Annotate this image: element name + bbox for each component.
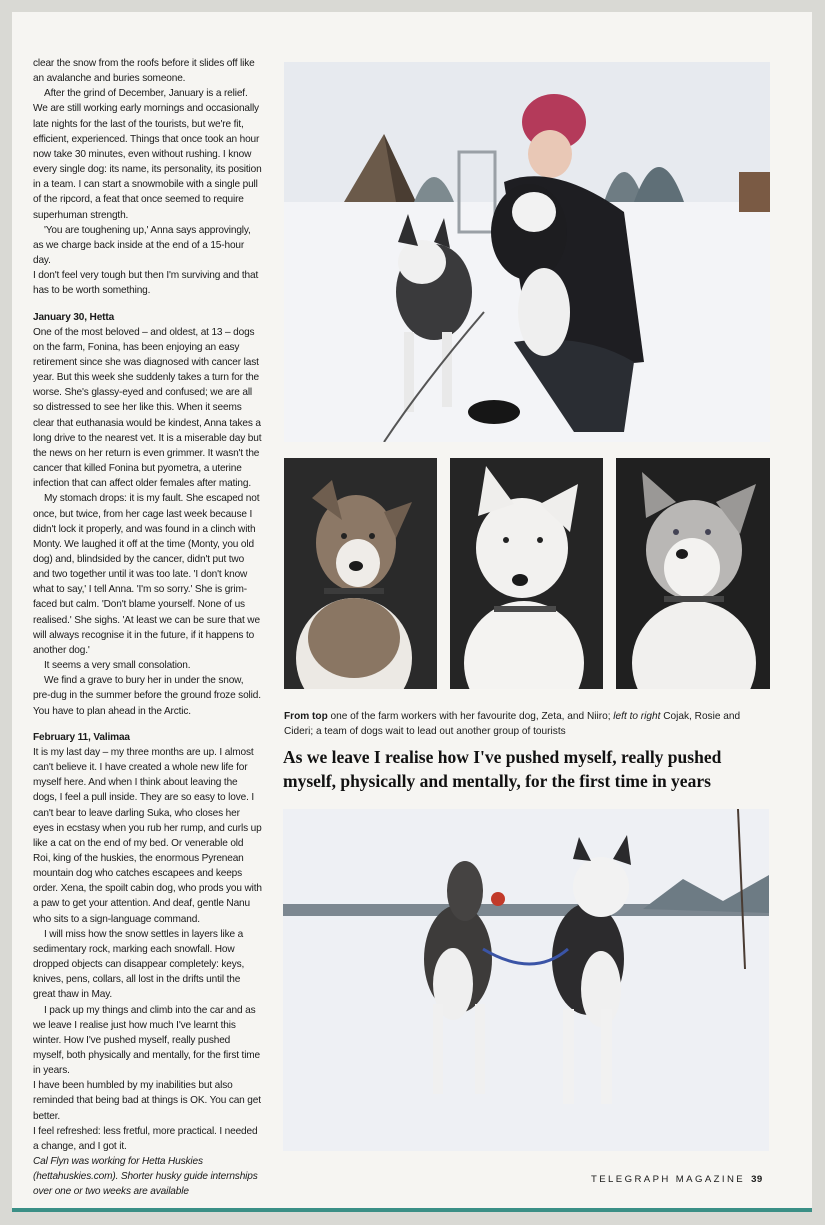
caption-text-1: one of the farm workers with her favourite dog, Zeta, and Niiro;: [327, 711, 614, 722]
body-paragraph: After the grind of December, January is a relief. We are still working early mornings and occasionally late nights for the last of the tourists, but we're fit, efficient, experienced. Things that once took an hour now take 30 minutes, even without rushing. I know every single dog: its name, its personality, its position in a team. I can start a snowmobile with a single pull of the ripcord, a feat that once seemed to require superhuman strength.: [33, 88, 262, 221]
body-paragraph: 'You are toughening up,' Anna says approvingly, as we charge back inside at the end of a 15-hour day.: [33, 224, 251, 267]
body-paragraph: One of the most beloved – and oldest, at 13 – dogs on the farm, Fonina, has been enjoying an easy retirement since she was diagnosed with cancer last year. But this week she suddenly takes a turn for the worse. She's glassy-eyed and confused; we are all so distressed to see her like this. When it seems clear that euthanasia would be kindest, Anna takes a long drive to the nearest vet. It is a miserable day but the news on her return is even grimmer. It wasn't the cancer that killed Fonina but pyometra, a uterine infection that can affect older females after mating.: [33, 326, 262, 490]
body-paragraph: It seems a very small consolation.: [44, 660, 191, 672]
publication-name: TELEGRAPH MAGAZINE: [591, 1174, 746, 1185]
photo-cideri-image: [616, 458, 770, 689]
body-paragraph: I have been humbled by my inabilities but also reminded that being bad at things is OK. You can get better.: [33, 1080, 261, 1122]
caption-text-2: Cojak, Rosie and Cideri; a team of dogs wait to lead out another group of tourists: [284, 711, 741, 737]
body-paragraph: I feel refreshed: less fretful, more practical. I needed a change, and I got it.: [33, 1125, 258, 1152]
body-paragraph: I pack up my things and climb into the car and as we leave I realise just how much I've learnt this winter. How I've pushed myself, really pushed myself, both physically and mentally, for the first time in years.: [33, 1004, 261, 1077]
article-body-column: [33, 56, 263, 1200]
photo-rosie: [450, 458, 603, 689]
photo-cideri: [616, 458, 770, 689]
photo-caption: [284, 709, 770, 739]
photo-dog-team-image: [283, 809, 769, 1151]
pull-quote: As we leave I realise how I've pushed myself, really pushed myself, physically and mentally, for the first time in years: [283, 747, 722, 791]
photo-cojak: [284, 458, 437, 689]
page-footer: [591, 1174, 763, 1185]
caption-italic: left to right: [613, 711, 661, 722]
magazine-page: [12, 12, 812, 1212]
photo-dog-team: [283, 809, 769, 1151]
caption-lead: From top: [284, 711, 328, 722]
body-paragraph: We find a grave to bury her in under the snow, pre-dug in the summer before the ground froze solid. You have to plan ahead in the Arctic.: [33, 675, 261, 717]
body-paragraph: My stomach drops: it is my fault. She escaped not once, but twice, from her cage last week because I didn't lock it properly, and was found in a clinch with Monty. We laughed it off at the time (Monty, you old dog) and, blindsided by the cancer, didn't put two and two together until it was too late. 'I don't know what to say,' I tell Anna. 'I'm so sorry.' She is grim-faced but calm. 'Don't blame yourself. None of us realised.' She sighs. 'At least we can be sure that we will always recognise it in the future, if it happens to another dog.': [33, 493, 260, 656]
section-heading: January 30, Hetta: [33, 311, 115, 323]
section-heading: February 11, Valimaa: [33, 731, 130, 743]
author-credit: Cal Flyn was working for Hetta Huskies (hettahuskies.com). Shorter husky guide internships over one or two weeks are available: [33, 1156, 258, 1198]
photo-cojak-image: [284, 458, 437, 689]
photo-worker-with-dogs: [284, 62, 770, 442]
body-paragraph: I will miss how the snow settles in layers like a sedimentary rock, marking each snowfall. How dropped objects can disappear completely: keys, knives, pens, collars, all lost in the drifts until the great thaw in May.: [33, 928, 245, 1001]
page-number: 39: [751, 1174, 763, 1185]
body-paragraph: It is my last day – my three months are up. I almost can't believe it. I have created a whole new life for myself here. And when I think about leaving the dogs, I feel a pull inside. They are so easy to love. I can't bear to leave darling Suka, who closes her eyes in ecstasy when you rub her rump, and curls up like a cat on the end of my bed. Or venerable old Roi, king of the huskies, the enormous Pyrenean mountain dog who catches escapees and keeps order. Xena, the spoilt cabin dog, who prods you with a paw to get your attention. And deaf, gentle Nanu who sits to a sign-language command.: [33, 746, 262, 925]
body-paragraph: I don't feel very tough but then I'm surviving and that has to be worth something.: [33, 270, 259, 297]
body-paragraph: clear the snow from the roofs before it slides off like an avalanche and buries someone.: [33, 58, 255, 85]
photo-rosie-image: [450, 458, 603, 689]
photo-worker-with-dogs-image: [284, 62, 770, 442]
